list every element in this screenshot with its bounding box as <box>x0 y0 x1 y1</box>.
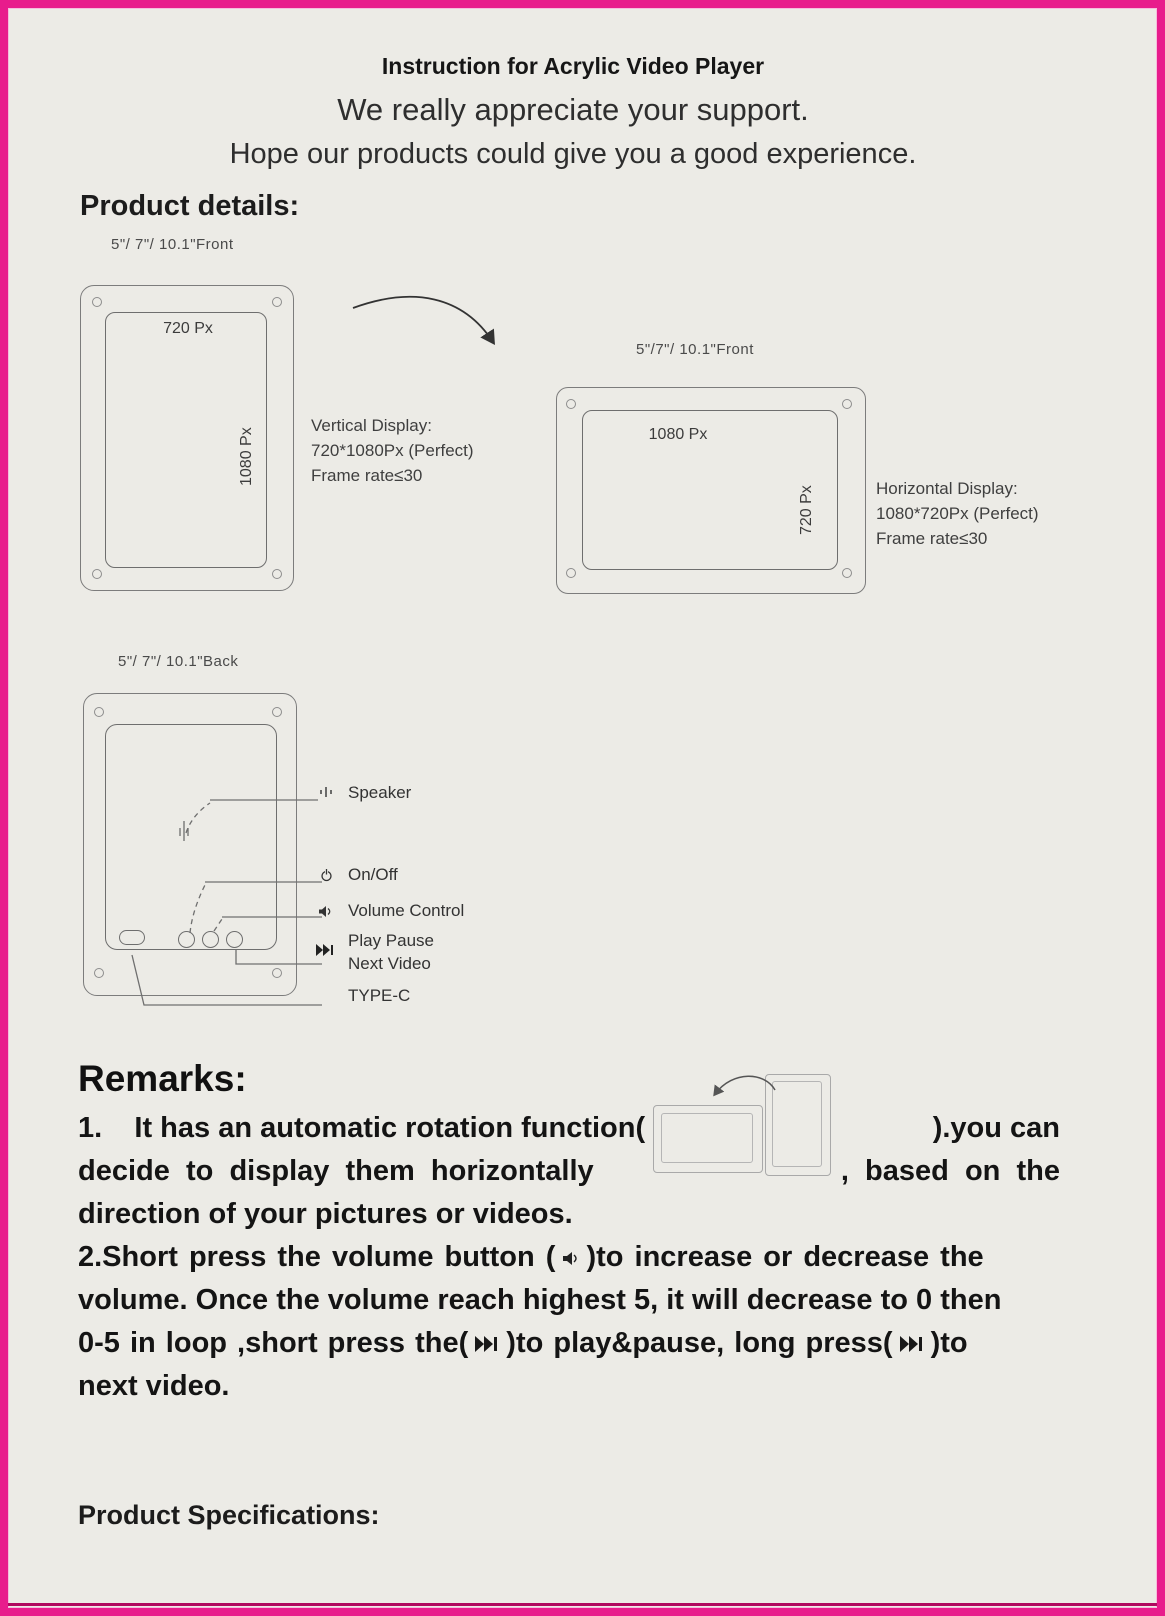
horizontal-display-note-line2: 1080*720Px (Perfect) <box>876 504 1039 523</box>
remarks-item2-line3-c: )to <box>930 1327 968 1359</box>
screw-icon <box>272 707 282 717</box>
remarks-item2-line1-left: 2.Short press the volume button ( <box>78 1241 556 1273</box>
page-title: Instruction for Acrylic Video Player <box>381 53 765 79</box>
page-subtitle-1: We really appreciate your support. <box>337 92 809 127</box>
power-icon <box>320 868 333 882</box>
mini-horizontal-frame <box>653 1105 763 1173</box>
callout-next-video: Next Video <box>348 954 431 973</box>
vertical-display-note <box>311 413 474 488</box>
remarks-item2-line1 <box>78 1241 1060 1274</box>
next-video-icon <box>475 1336 499 1352</box>
remarks-item2-line4: next video. <box>78 1370 230 1402</box>
next-video-icon <box>900 1336 924 1352</box>
vertical-display-note-line3: Frame rate≤30 <box>311 466 423 485</box>
remarks-item1-line1-left: 1. It has an automatic rotation function( <box>78 1112 646 1144</box>
remarks-item1-line1 <box>78 1112 1060 1145</box>
callout-power: On/Off <box>348 865 398 884</box>
front-vertical-width-label: 720 Px <box>163 320 213 337</box>
screw-icon <box>566 568 576 578</box>
speaker-icon <box>319 785 333 799</box>
horizontal-display-note-line3: Frame rate≤30 <box>876 529 988 548</box>
remarks-item1-line2 <box>78 1155 1060 1188</box>
callout-speaker: Speaker <box>348 783 412 802</box>
remarks-item1-line1-right: ).you can <box>932 1112 1060 1144</box>
front-horizontal-height-label: 720 Px <box>798 485 815 535</box>
screw-icon <box>272 569 282 579</box>
callout-play-pause: Play Pause <box>348 931 434 950</box>
remarks-item2-line2: volume. Once the volume reach highest 5, it will decrease to 0 then <box>78 1284 1002 1316</box>
mini-rotation-arrow-icon <box>701 1066 785 1110</box>
screw-icon <box>272 297 282 307</box>
play-next-icon <box>316 944 334 956</box>
vertical-display-note-line2: 720*1080Px (Perfect) <box>311 441 474 460</box>
remarks-item1-line2-right: , based on the <box>840 1155 1060 1187</box>
screw-icon <box>92 569 102 579</box>
front-vertical-label: 5"/ 7"/ 10.1"Front <box>111 236 234 253</box>
product-specifications-heading: Product Specifications: <box>78 1500 380 1530</box>
rotation-arrow-icon <box>343 286 513 361</box>
screw-icon <box>94 968 104 978</box>
remarks-item2-line3-a: 0-5 in loop ,short press the( <box>78 1327 469 1359</box>
callout-leader-lines <box>108 783 348 1023</box>
callout-volume: Volume Control <box>348 901 465 920</box>
screw-icon <box>94 707 104 717</box>
front-horizontal-label: 5"/7"/ 10.1"Front <box>636 341 754 358</box>
remarks-item2-line3 <box>78 1327 1060 1360</box>
page-subtitle-2: Hope our products could give you a good experience. <box>229 138 917 170</box>
screw-icon <box>566 399 576 409</box>
remarks-item2-line1-right: )to increase or decrease the <box>586 1241 984 1273</box>
remarks-item1-line2-left: decide to display them horizontally <box>78 1155 594 1187</box>
screw-icon <box>92 297 102 307</box>
remarks-item1-line3: direction of your pictures or videos. <box>78 1198 573 1230</box>
volume-icon <box>562 1251 579 1266</box>
remarks-item2-line3-b: )to play&pause, long press( <box>506 1327 893 1359</box>
front-horizontal-width-label: 1080 Px <box>648 426 708 443</box>
screw-icon <box>842 399 852 409</box>
vertical-display-note-line1: Vertical Display: <box>311 416 432 435</box>
horizontal-display-note <box>876 476 1039 551</box>
product-details-heading: Product details: <box>80 190 300 222</box>
screw-icon <box>842 568 852 578</box>
volume-icon <box>318 905 333 918</box>
front-vertical-height-label: 1080 Px <box>238 427 255 486</box>
remarks-heading: Remarks: <box>78 1058 247 1099</box>
horizontal-display-note-line1: Horizontal Display: <box>876 479 1018 498</box>
mini-horizontal-screen <box>661 1113 753 1163</box>
back-label: 5"/ 7"/ 10.1"Back <box>118 653 239 670</box>
callout-type-c: TYPE-C <box>348 986 411 1005</box>
